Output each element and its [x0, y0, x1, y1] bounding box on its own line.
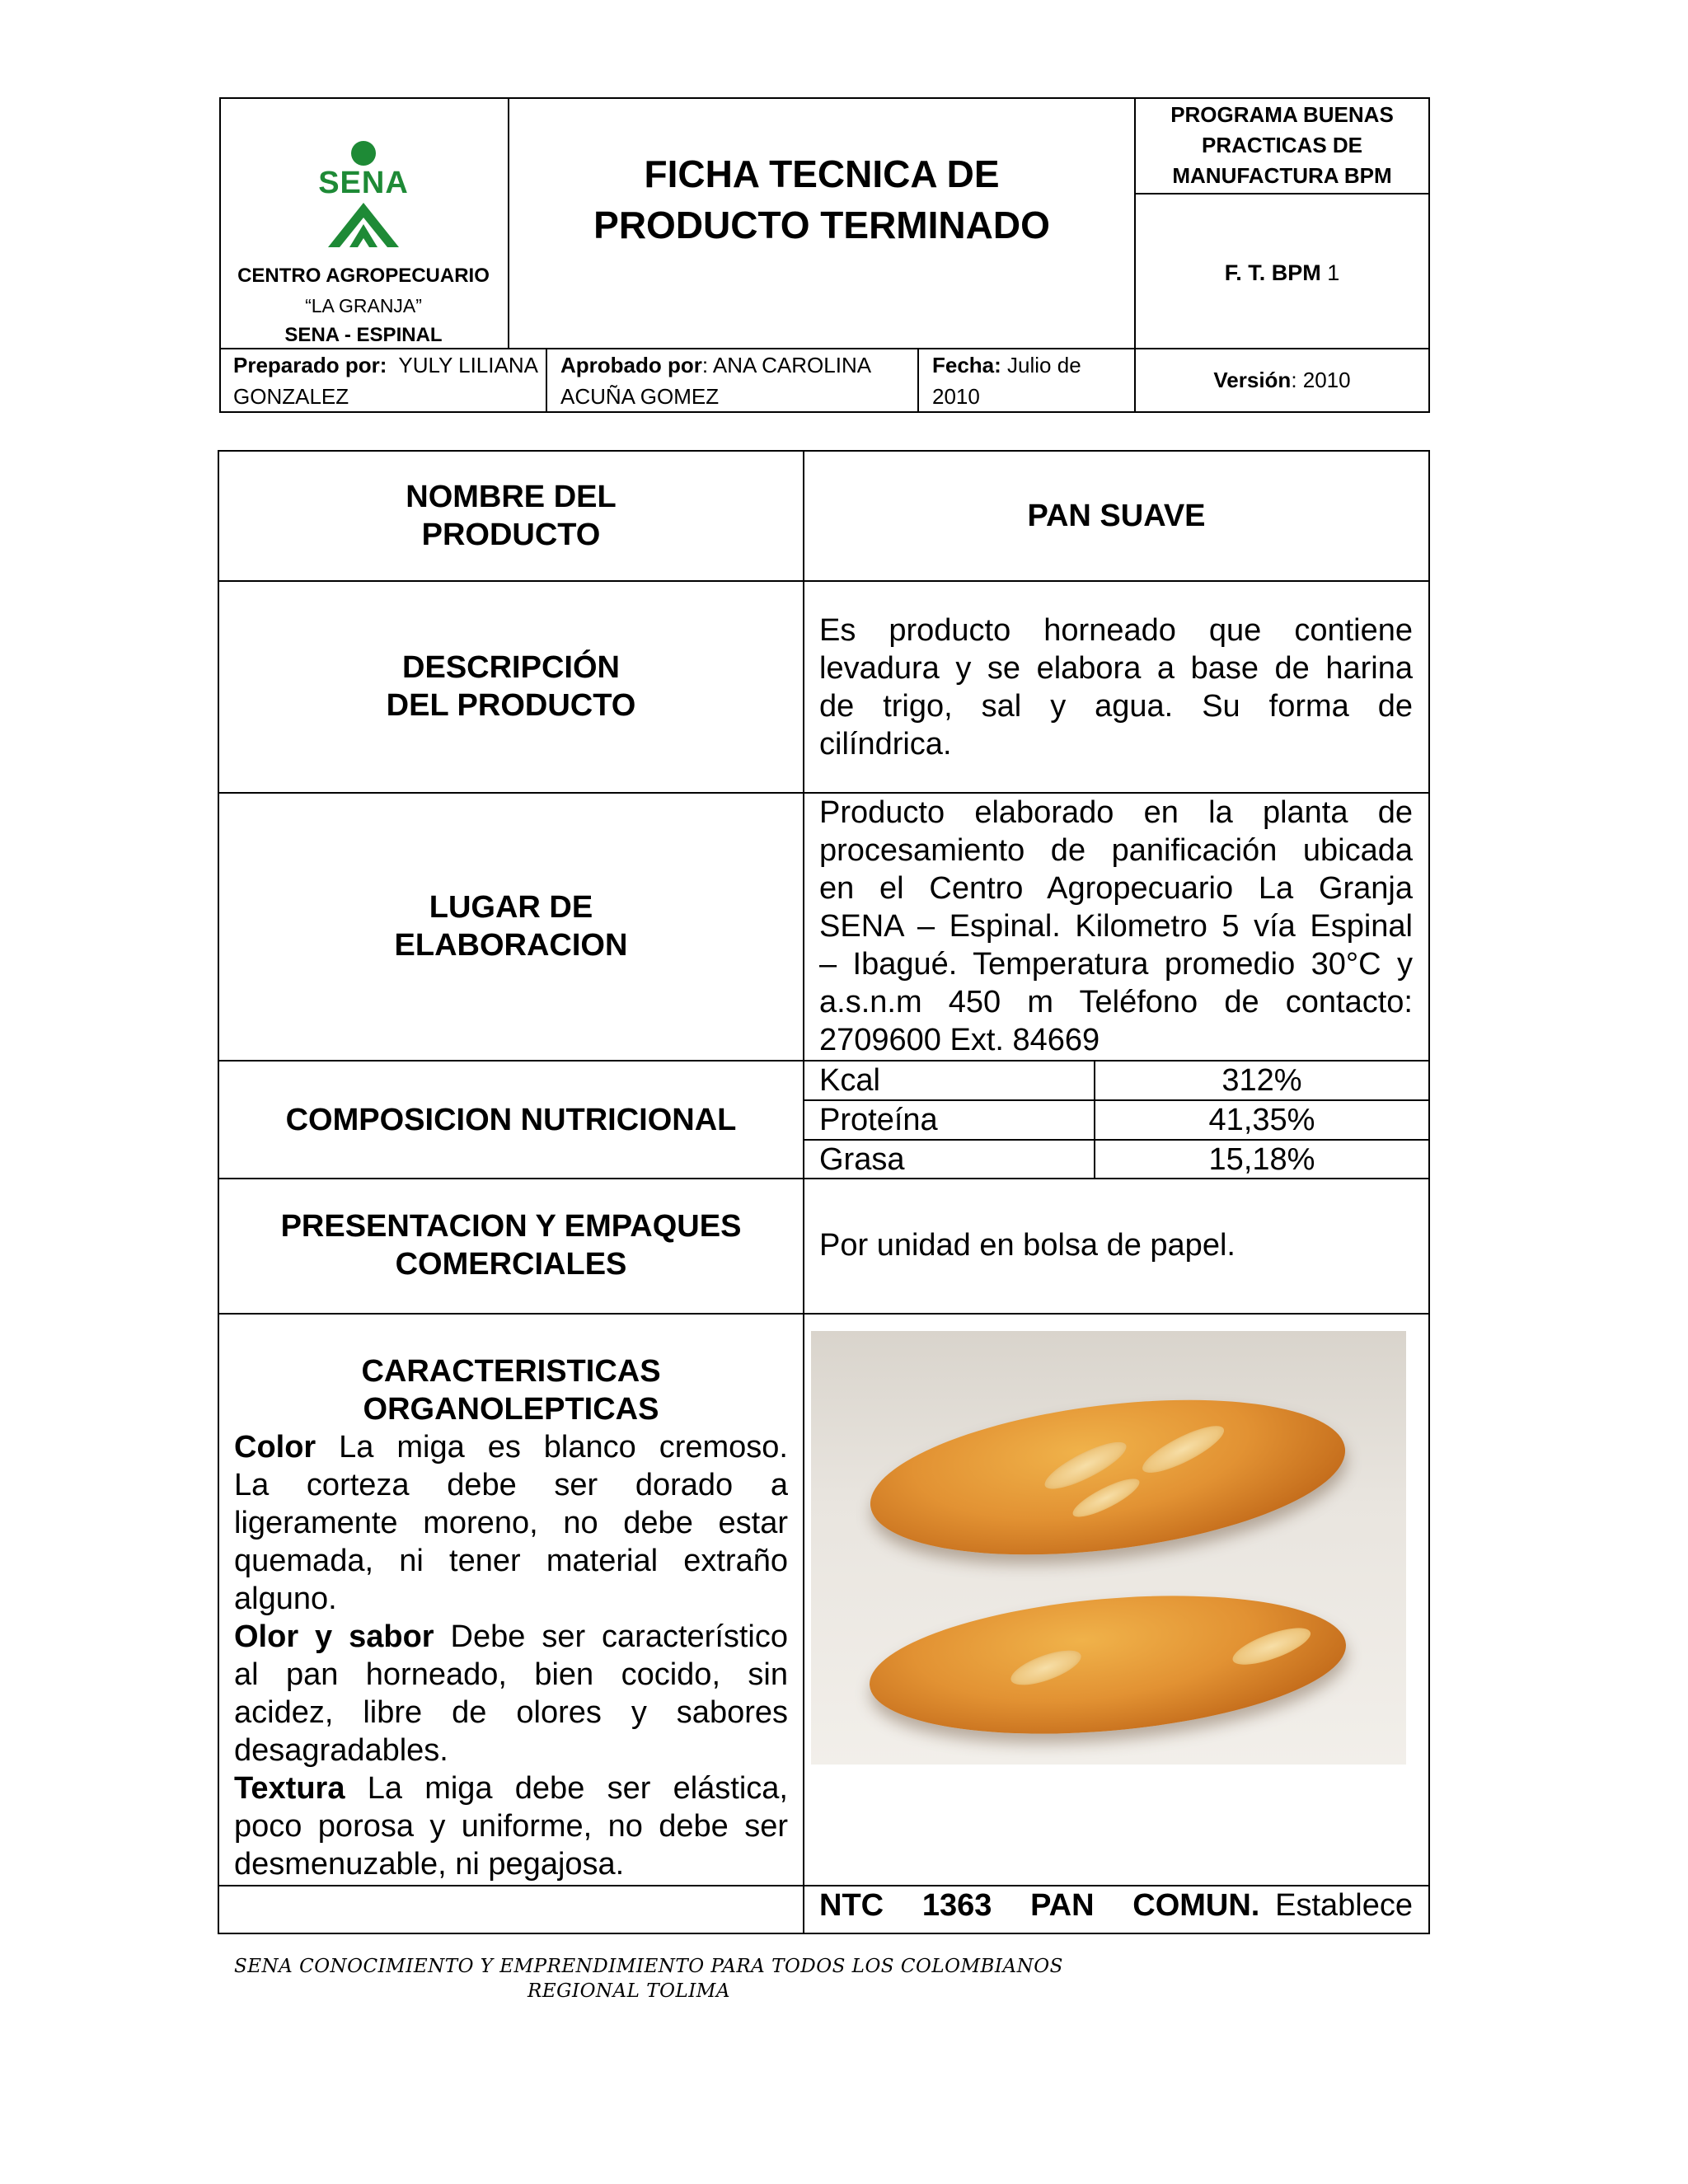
texture-line: poco porosa y uniforme, no debe ser — [234, 1809, 788, 1844]
packaging-label-2: COMERCIALES — [395, 1247, 627, 1282]
date-label: Fecha: — [932, 353, 1001, 377]
organoleptic-text — [234, 1428, 788, 1883]
organoleptic-label-2: ORGANOLEPTICAS — [363, 1392, 659, 1427]
place-label-2: ELABORACION — [394, 928, 628, 963]
nutrition-name-kcal: Kcal — [819, 1063, 880, 1098]
description-line: levadura y se elabora a base de harina — [819, 651, 1413, 686]
document-code-label: F. T. BPM — [1224, 260, 1321, 285]
place-line: en el Centro Agropecuario La Granja — [819, 871, 1413, 906]
center-name-espinal: SENA - ESPINAL — [284, 324, 443, 346]
ntc-reference-bold: NTC 1363 PAN COMUN. — [819, 1888, 1260, 1923]
header-program-divider — [1134, 193, 1430, 194]
organoleptic-label — [219, 1352, 803, 1428]
packaging-value: Por unidad en bolsa de papel. — [819, 1228, 1236, 1263]
program-line3: MANUFACTURA BPM — [1172, 163, 1392, 188]
center-name-granja: “LA GRANJA” — [305, 295, 422, 316]
product-name-label — [219, 478, 803, 554]
date-value2: 2010 — [932, 384, 980, 409]
table-border-bottom — [218, 1933, 1430, 1934]
description-label — [219, 649, 803, 724]
place-label-1: LUGAR DE — [429, 890, 593, 925]
smell-line: desagradables. — [234, 1733, 448, 1768]
version-value: : 2010 — [1291, 368, 1351, 392]
texture-label: Textura — [234, 1771, 345, 1806]
document-code-number: 1 — [1327, 260, 1340, 285]
sena-logo-text: SENA — [318, 166, 409, 200]
packaging-label — [219, 1207, 803, 1283]
header-border-right — [1428, 97, 1430, 413]
nutrition-value-protein: 41,35% — [1208, 1103, 1315, 1137]
organoleptic-label-1: CARACTERISTICAS — [361, 1354, 661, 1389]
nutrition-value-fat: 15,18% — [1208, 1142, 1315, 1177]
program-line1: PROGRAMA BUENAS — [1170, 102, 1394, 127]
table-border-right — [1428, 450, 1430, 1934]
center-name: CENTRO AGROPECUARIO — [237, 265, 490, 287]
product-name-label-1: NOMBRE DEL — [406, 480, 617, 514]
color-text: La miga es blanco cremoso. — [316, 1430, 788, 1465]
document-title-line1: FICHA TECNICA DE — [644, 152, 1000, 195]
date-value1: Julio de — [1007, 353, 1081, 377]
version — [1136, 364, 1428, 396]
smell-line: al pan horneado, bien cocido, sin — [234, 1657, 788, 1692]
place-line: a.s.n.m 450 m Teléfono de contacto: — [819, 985, 1413, 1019]
prepared-by-name2: GONZALEZ — [233, 384, 349, 409]
description-line: de trigo, sal y agua. Su forma de — [819, 689, 1413, 724]
table-border-top — [218, 450, 1430, 452]
product-name-value: PAN SUAVE — [1027, 499, 1206, 533]
color-line: La corteza debe ser dorado a — [234, 1468, 788, 1502]
place-value — [819, 794, 1413, 1059]
approved-by-label: Aprobado por — [560, 353, 702, 377]
header-border-left — [219, 97, 221, 413]
bread-loaf-bottom — [864, 1578, 1352, 1751]
smell-label: Olor y sabor — [234, 1619, 434, 1654]
place-line: Producto elaborado en la planta de — [819, 795, 1413, 830]
sena-logo — [302, 138, 425, 254]
prepared-by — [233, 349, 542, 412]
place-line: – Ibagué. Temperatura promedio 30°C y — [819, 947, 1413, 982]
document-title-line2: PRODUCTO TERMINADO — [593, 204, 1050, 246]
place-label — [219, 888, 803, 964]
product-name-label-2: PRODUCTO — [421, 518, 601, 552]
header-border-top — [219, 97, 1430, 99]
date — [932, 349, 1130, 412]
nutrition-name-fat: Grasa — [819, 1142, 905, 1177]
description-line: cilíndrica. — [819, 727, 952, 762]
footer-slogan: SENA CONOCIMIENTO Y EMPRENDIMIENTO PARA TODOS LOS COLOMBIANOS — [234, 1956, 1063, 1977]
place-line: procesamiento de panificación ubicada — [819, 833, 1413, 868]
approved-by-name2: ACUÑA GOMEZ — [560, 384, 720, 409]
program-line2: PRACTICAS DE — [1201, 133, 1362, 157]
color-line: ligeramente moreno, no debe estar — [234, 1506, 788, 1540]
description-label-2: DEL PRODUCTO — [386, 688, 636, 723]
bread-cut — [1229, 1620, 1315, 1671]
smell-text: Debe ser característico — [434, 1619, 789, 1654]
packaging-label-1: PRESENTACION Y EMPAQUES — [280, 1209, 742, 1244]
version-label: Versión — [1213, 368, 1292, 392]
row-divider-5 — [218, 1313, 1430, 1315]
ntc-reference — [819, 1886, 1413, 1924]
description-label-1: DESCRIPCIÓN — [402, 650, 620, 685]
color-line: quemada, ni tener material extraño — [234, 1544, 788, 1578]
approved-by — [560, 349, 915, 412]
texture-line — [234, 1769, 788, 1807]
nutrition-name-protein: Proteína — [819, 1103, 938, 1137]
header-divider-approved — [546, 348, 547, 413]
texture-line: desmenuzable, ni pegajosa. — [234, 1847, 625, 1882]
header-divider-date — [917, 348, 919, 413]
texture-text: La miga debe ser elástica, — [345, 1771, 788, 1806]
description-value — [819, 612, 1413, 763]
bread-photo — [811, 1331, 1406, 1765]
program-name — [1136, 100, 1428, 191]
table-column-divider — [803, 450, 804, 1934]
approved-by-name1: : ANA CAROLINA — [701, 353, 872, 377]
color-label: Color — [234, 1430, 316, 1465]
smell-line — [234, 1618, 788, 1656]
row-divider-1 — [218, 580, 1430, 582]
color-line: alguno. — [234, 1582, 337, 1616]
prepared-by-label: Preparado por: — [233, 353, 387, 377]
prepared-by-name1: YULY LILIANA — [398, 353, 538, 377]
bread-cut — [1007, 1643, 1085, 1692]
place-line: SENA – Espinal. Kilometro 5 vía Espinal — [819, 909, 1413, 944]
bread-cut — [1137, 1418, 1230, 1481]
footer-regional: REGIONAL TOLIMA — [528, 1980, 730, 2002]
ntc-reference-rest: Establece — [1275, 1888, 1414, 1923]
bread-loaf-top — [861, 1376, 1353, 1577]
place-line: 2709600 Ext. 84669 — [819, 1023, 1100, 1057]
nutrition-label: COMPOSICION NUTRICIONAL — [285, 1103, 737, 1137]
nutrition-value-kcal: 312% — [1221, 1063, 1302, 1098]
document-code — [1136, 257, 1428, 288]
smell-line: acidez, libre de olores y sabores — [234, 1695, 788, 1730]
description-line: Es producto horneado que contiene — [819, 613, 1413, 648]
color-line — [234, 1428, 788, 1466]
